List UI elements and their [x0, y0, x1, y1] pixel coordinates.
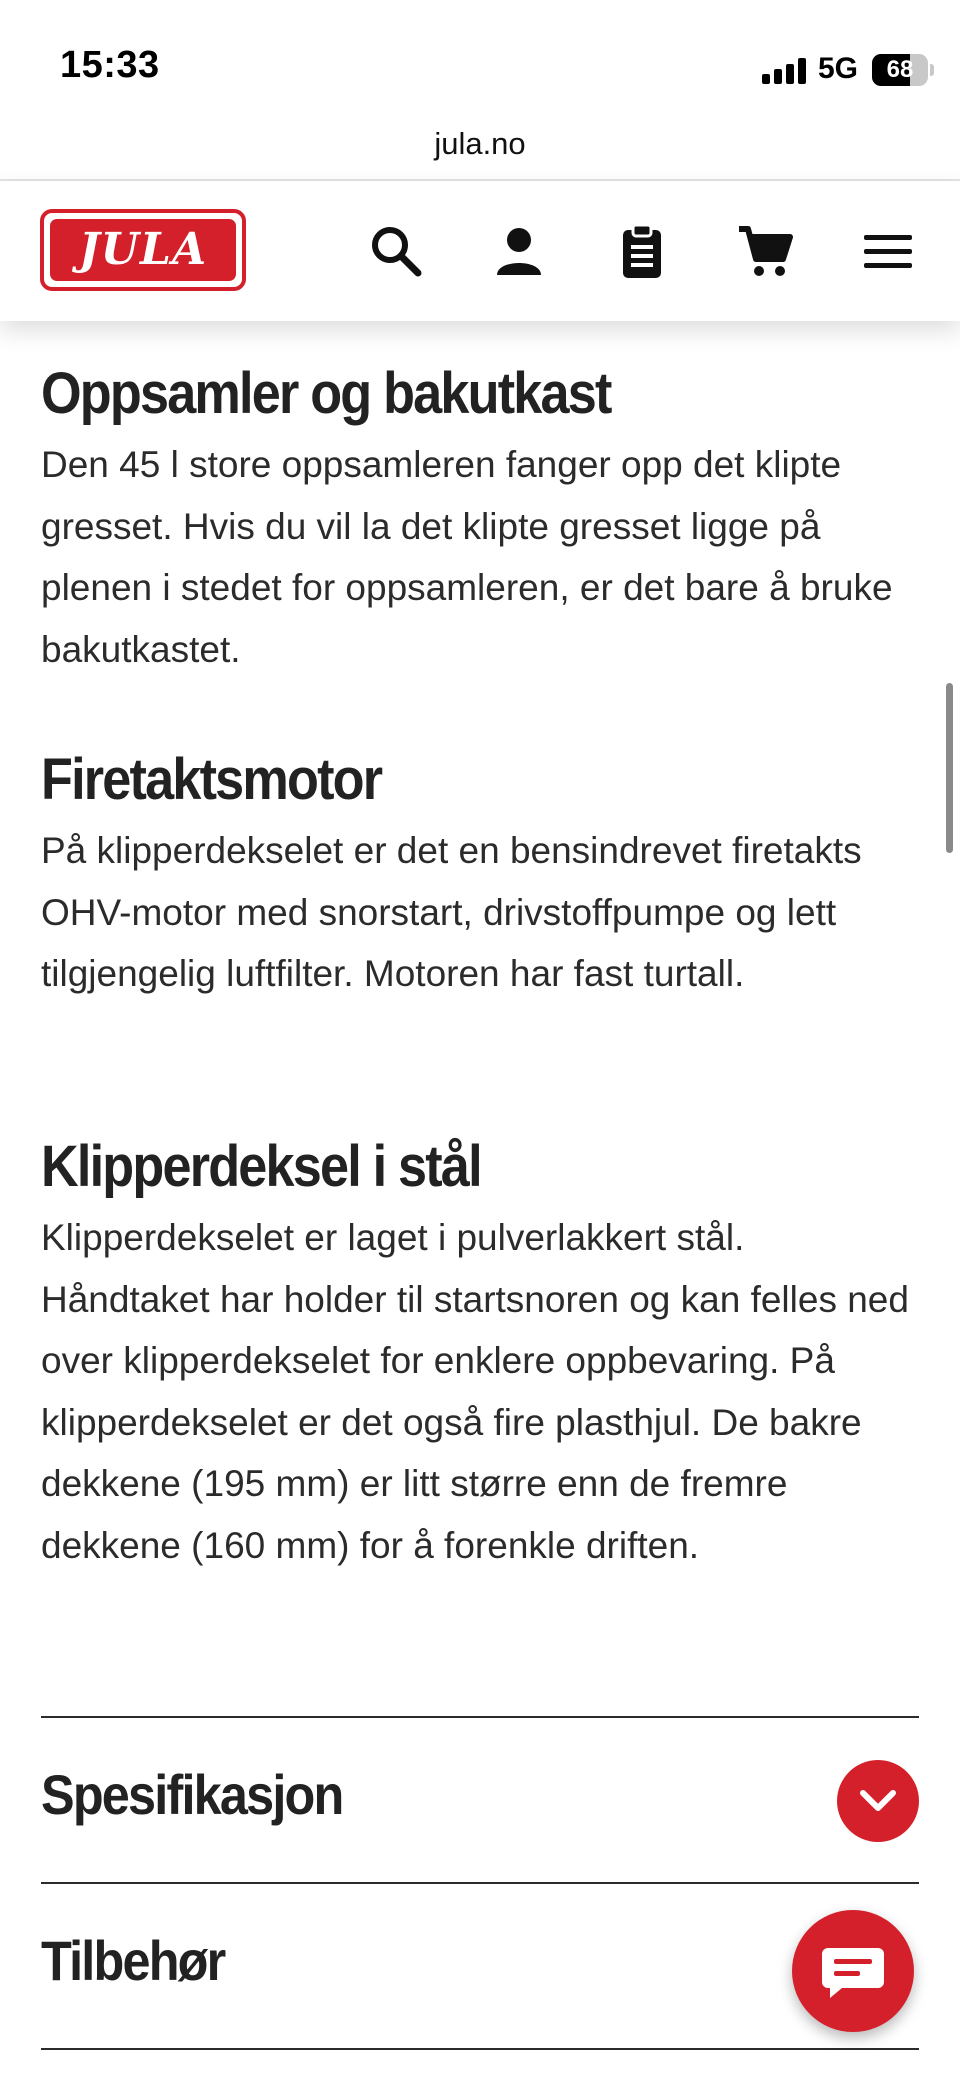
- section-title: Oppsamler og bakutkast: [41, 361, 611, 426]
- search-icon[interactable]: [366, 221, 426, 281]
- jula-logo[interactable]: [40, 209, 246, 291]
- accordion-tilbehor[interactable]: Tilbehør: [41, 1929, 225, 1992]
- battery-level: 68: [886, 56, 914, 83]
- chat-icon: [792, 1910, 914, 2032]
- section-oppsamler: [41, 354, 921, 680]
- section-body: Klipperdekselet er laget i pulverlakkert stål. Håndtaket har holder til startsnoren og kan felles ned over klipperdekselet for enklere oppbevaring. På klipperdekselet er det også fire plasthjul. De bakre dekkene (195 mm) er litt større enn de fremre dekkene (160 mm) for å forenkle driften.: [41, 1217, 909, 1566]
- scrollbar-thumb[interactable]: [946, 683, 953, 853]
- clipboard-icon[interactable]: [612, 221, 672, 281]
- network-type: 5G: [818, 52, 859, 85]
- accordion-spesifikasjon[interactable]: Spesifikasjon: [41, 1763, 343, 1826]
- status-bar: [0, 0, 960, 120]
- section-firetaktsmotor: [41, 740, 921, 1005]
- battery-icon: [872, 54, 928, 86]
- section-body: På klipperdekselet er det en bensindrevet firetakts OHV-motor med snorstart, drivstoffpumpe og lett tilgjengelig luftfilter. Motoren har fast turtall.: [41, 830, 862, 994]
- signal-icon: [762, 58, 806, 84]
- account-icon[interactable]: [489, 221, 549, 281]
- cart-icon[interactable]: [735, 221, 795, 281]
- accordion-divider: [41, 1716, 919, 1718]
- chat-button[interactable]: [792, 1910, 914, 2032]
- status-time: 15:33: [60, 44, 160, 86]
- section-body: Den 45 l store oppsamleren fanger opp det klipte gresset. Hvis du vil la det klipte gresset ligge på plenen i stedet for oppsamleren, er det bare å bruke bakutkastet.: [41, 444, 893, 670]
- section-klipperdeksel: [41, 1127, 921, 1576]
- accordion-divider: [41, 2048, 919, 2050]
- chevron-down-icon[interactable]: [837, 1760, 919, 1842]
- battery-nub: [930, 64, 934, 76]
- section-title: Firetaktsmotor: [41, 747, 382, 812]
- logo-text: JULA: [78, 224, 208, 275]
- address-bar[interactable]: jula.no: [434, 126, 526, 161]
- site-header: [0, 181, 960, 321]
- menu-icon[interactable]: [858, 221, 918, 281]
- accordion-divider: [41, 1882, 919, 1884]
- section-title: Klipperdeksel i stål: [41, 1134, 481, 1199]
